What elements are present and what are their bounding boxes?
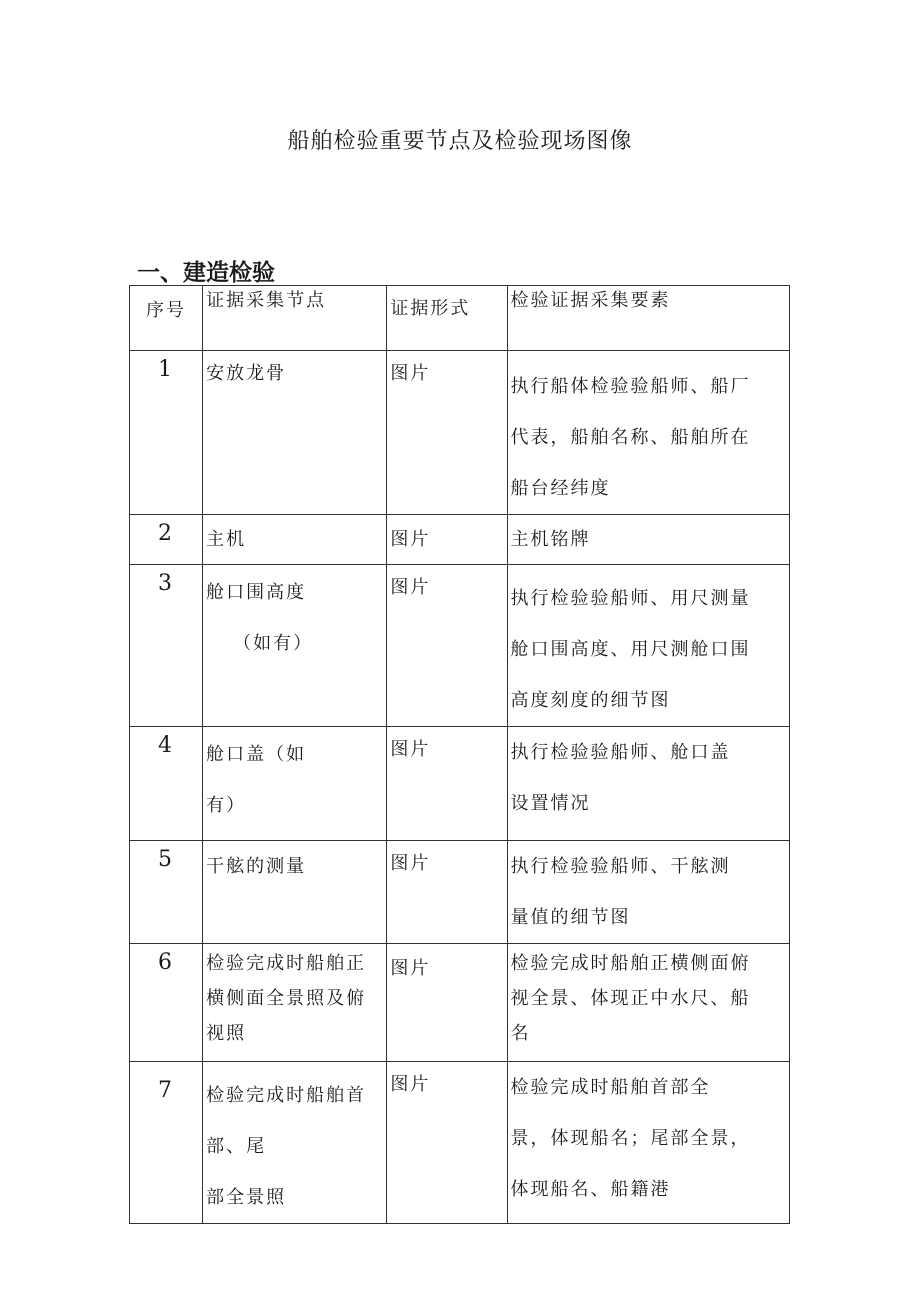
evidence-table [129,285,790,1224]
table-header-row [130,286,790,351]
row-node: 舱口盖（如 有） [203,727,387,841]
row-form: 图片 [387,1062,507,1224]
row-no: 3 [130,565,203,727]
row-no: 5 [130,841,203,944]
table-row [130,515,790,565]
row-elements: 执行检验验船师、干舷测 量值的细节图 [507,841,789,944]
row-form: 图片 [387,515,507,565]
table-row [130,1062,790,1224]
row-elements: 执行检验验船师、舱口盖 设置情况 [507,727,789,841]
row-node: 检验完成时船舶正 横侧面全景照及俯 视照 [203,944,387,1062]
table-row [130,565,790,727]
document-title: 船舶检验重要节点及检验现场图像 [287,129,633,154]
row-no: 2 [130,515,203,565]
section-heading: 一、建造检验 [137,260,275,286]
row-form: 图片 [387,841,507,944]
header-elements: 检验证据采集要素 [507,286,789,351]
table-row [130,351,790,515]
row-form: 图片 [387,565,507,727]
row-elements: 执行船体检验验船师、船厂 代表，船舶名称、船舶所在 船台经纬度 [507,351,789,515]
row-elements: 执行检验验船师、用尺测量 舱口围高度、用尺测舱口围 高度刻度的细节图 [507,565,789,727]
table-row [130,727,790,841]
header-form: 证据形式 [387,286,507,351]
row-form: 图片 [387,351,507,515]
row-no: 4 [130,727,203,841]
row-node: 检验完成时船舶首 部、尾 部全景照 [203,1062,387,1224]
row-elements: 主机铭牌 [507,515,789,565]
row-node: 安放龙骨 [203,351,387,515]
row-no: 1 [130,351,203,515]
row-form: 图片 [387,727,507,841]
row-node: 干舷的测量 [203,841,387,944]
row-elements: 检验完成时船舶首部全 景，体现船名；尾部全景， 体现船名、船籍港 [507,1062,789,1224]
row-node: 舱口围高度 （如有） [203,565,387,727]
row-form: 图片 [387,944,507,1062]
header-node: 证据采集节点 [203,286,387,351]
table-row [130,841,790,944]
row-no: 7 [130,1062,203,1224]
row-node: 主机 [203,515,387,565]
header-no: 序号 [130,286,203,351]
table-row [130,944,790,1062]
row-no: 6 [130,944,203,1062]
row-elements: 检验完成时船舶正横侧面俯 视全景、体现正中水尺、船 名 [507,944,789,1062]
